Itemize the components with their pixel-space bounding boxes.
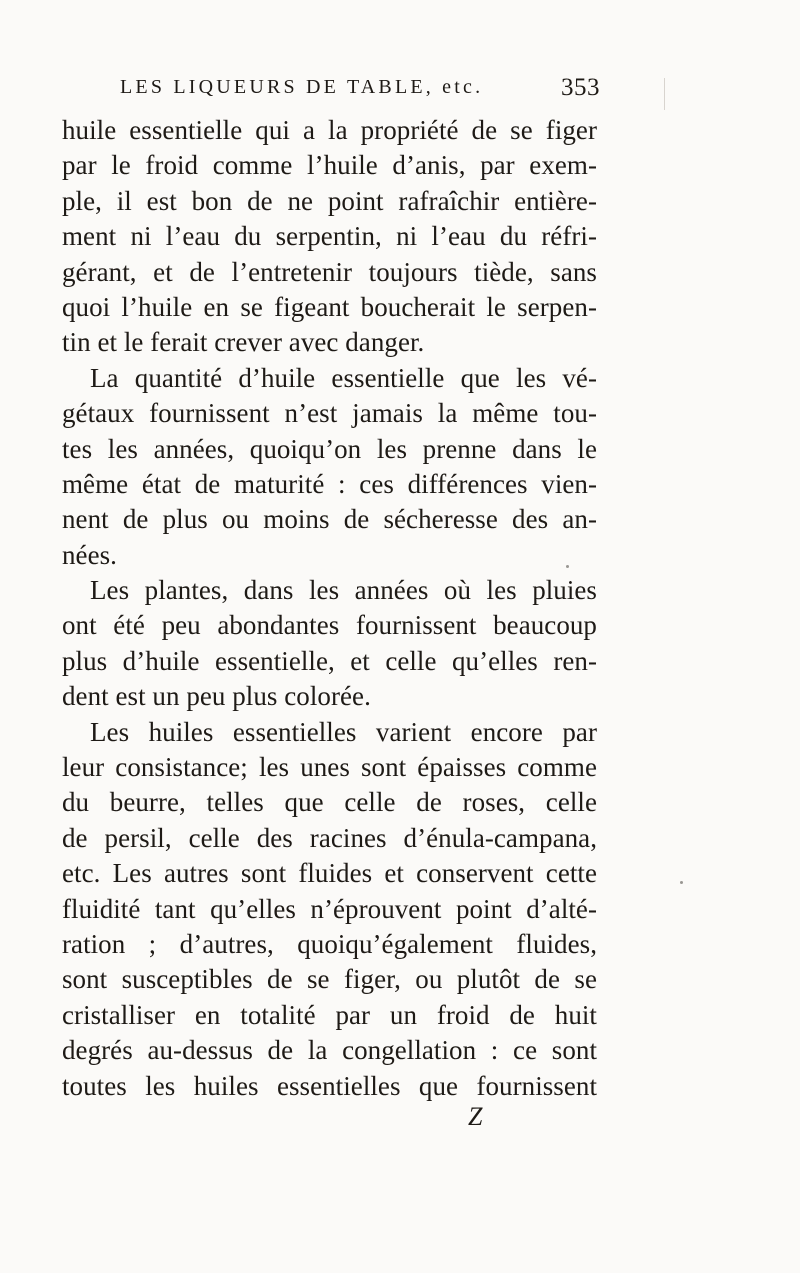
text-line: gétaux fournissent n’est jamais la même tou- (62, 398, 597, 429)
text-line: tin et le ferait crever avec danger. (62, 327, 425, 358)
text-line: tes les années, quoiqu’on les prenne dans le (62, 433, 597, 464)
text-line: dent est un peu plus colorée. (62, 681, 371, 712)
text-line: nent de plus ou moins de sécheresse des an- (62, 504, 597, 535)
text-line: ple, il est bon de ne point rafraîchir entière- (62, 185, 597, 216)
ink-speck (680, 881, 683, 884)
text-line: leur consistance; les unes sont épaisses comme (62, 752, 597, 783)
text-line: ment ni l’eau du serpentin, ni l’eau du réfri- (62, 221, 597, 252)
text-line: huile essentielle qui a la propriété de se figer (62, 115, 597, 145)
text-line: cristalliser en totalité par un froid de huit (62, 999, 597, 1030)
text-line: de persil, celle des racines d’énula-campana, (62, 822, 597, 853)
paragraph-start: Les huiles essentielles varient encore par (90, 716, 597, 747)
text-line: degrés au-dessus de la congellation : ce sont (62, 1035, 597, 1066)
text-line: toutes les huiles essentielles que fournissent (62, 1070, 597, 1101)
text-line: ont été peu abondantes fournissent beaucoup (62, 610, 597, 641)
running-title: LES LIQUEURS DE TABLE, etc. (120, 76, 484, 98)
ink-speck (566, 565, 569, 568)
text-line: sont susceptibles de se figer, ou plutôt de se (62, 964, 597, 995)
text-line: ration ; d’autres, quoiqu’également fluides, (62, 928, 597, 959)
text-line: fluidité tant qu’elles n’éprouvent point d’alté- (62, 893, 597, 924)
body-text (62, 113, 597, 1104)
text-line: nées. (62, 539, 117, 570)
signature-mark: Z (468, 1102, 484, 1131)
text-line: quoi l’huile en se figeant boucherait le serpen- (62, 291, 597, 322)
text-line: plus d’huile essentielle, et celle qu’elles ren- (62, 645, 597, 676)
paragraph-start: La quantité d’huile essentielle que les vé- (90, 362, 597, 393)
text-line: etc. Les autres sont fluides et conservent cette (62, 858, 597, 889)
text-line: du beurre, telles que celle de roses, celle (62, 787, 597, 818)
paragraph-start: Les plantes, dans les années où les pluies (90, 575, 597, 606)
text-line: gérant, et de l’entretenir toujours tiède, sans (62, 256, 597, 287)
page-edge-mark (664, 78, 665, 110)
text-line: même état de maturité : ces différences vien- (62, 468, 597, 499)
running-head (120, 74, 600, 110)
page-number: 353 (561, 74, 600, 101)
text-line: par le froid comme l’huile d’anis, par exem- (62, 150, 597, 181)
